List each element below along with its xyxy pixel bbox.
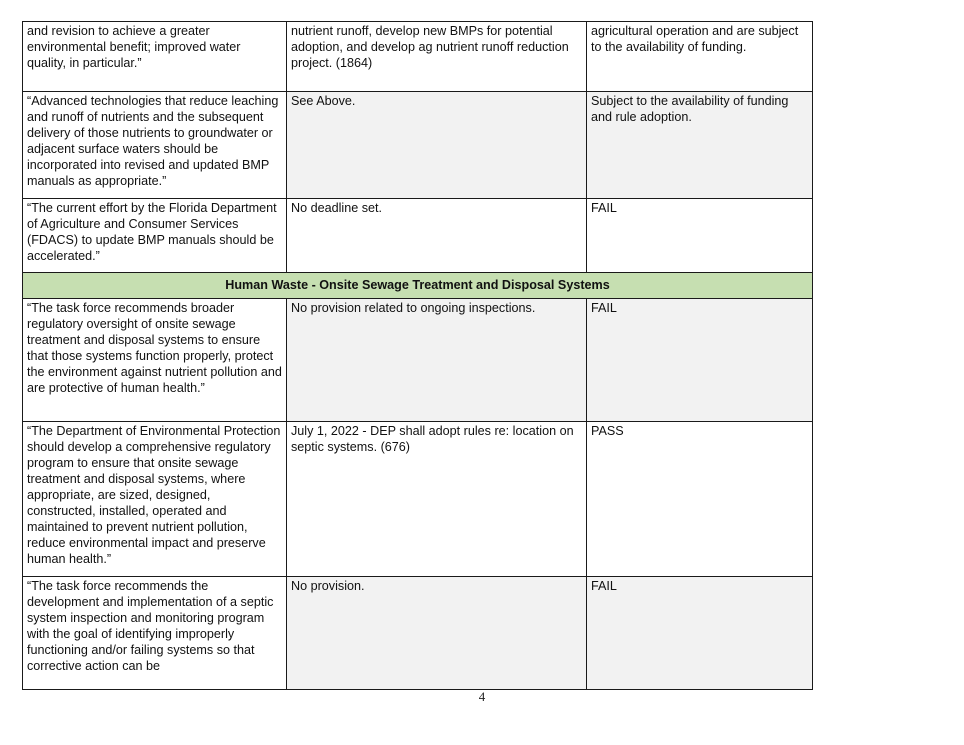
recommendation-cell: “The current effort by the Florida Department of Agriculture and Consumer Services (FDACS) to update BMP manuals should be accelerated.”: [23, 199, 287, 273]
recommendations-table: [22, 21, 813, 690]
table-row: [23, 92, 813, 199]
recommendation-cell: “The task force recommends broader regulatory oversight of onsite sewage treatment and disposal systems to ensure that those systems function properly, protect the environment against nutrient pollution and are protective of human health.”: [23, 299, 287, 422]
table-row: [23, 22, 813, 92]
recommendation-cell: and revision to achieve a greater environmental benefit; improved water quality, in particular.”: [23, 22, 287, 92]
section-header-row: [23, 273, 813, 299]
provision-cell: See Above.: [287, 92, 587, 199]
page-number: 4: [478, 689, 486, 704]
provision-cell: No provision.: [287, 577, 587, 690]
recommendation-cell: “Advanced technologies that reduce leaching and runoff of nutrients and the subsequent delivery of those nutrients to groundwater or adjacent surface waters should be incorporated into revised and updated BMP manuals as appropriate.”: [23, 92, 287, 199]
provision-cell: nutrient runoff, develop new BMPs for potential adoption, and develop ag nutrient runoff reduction project. (1864): [287, 22, 587, 92]
section-title: Human Waste - Onsite Sewage Treatment and Disposal Systems: [23, 273, 813, 299]
status-cell: Subject to the availability of funding and rule adoption.: [587, 92, 813, 199]
status-cell: FAIL: [587, 577, 813, 690]
recommendation-cell: “The task force recommends the development and implementation of a septic system inspection and monitoring program with the goal of identifying improperly functioning and/or failing systems so that corrective action can be: [23, 577, 287, 690]
table-row: [23, 422, 813, 577]
status-cell: FAIL: [587, 299, 813, 422]
status-cell: agricultural operation and are subject to the availability of funding.: [587, 22, 813, 92]
status-cell: PASS: [587, 422, 813, 577]
provision-cell: July 1, 2022 - DEP shall adopt rules re: location on septic systems. (676): [287, 422, 587, 577]
table-row: [23, 577, 813, 690]
provision-cell: No provision related to ongoing inspections.: [287, 299, 587, 422]
status-cell: FAIL: [587, 199, 813, 273]
table-row: [23, 299, 813, 422]
provision-cell: No deadline set.: [287, 199, 587, 273]
recommendation-cell: “The Department of Environmental Protection should develop a comprehensive regulatory program to ensure that onsite sewage treatment and disposal systems, where appropriate, are sized, designed, constructed, installed, operated and maintained to prevent nutrient pollution, reduce environmental impact and preserve human health.”: [23, 422, 287, 577]
table-row: [23, 199, 813, 273]
